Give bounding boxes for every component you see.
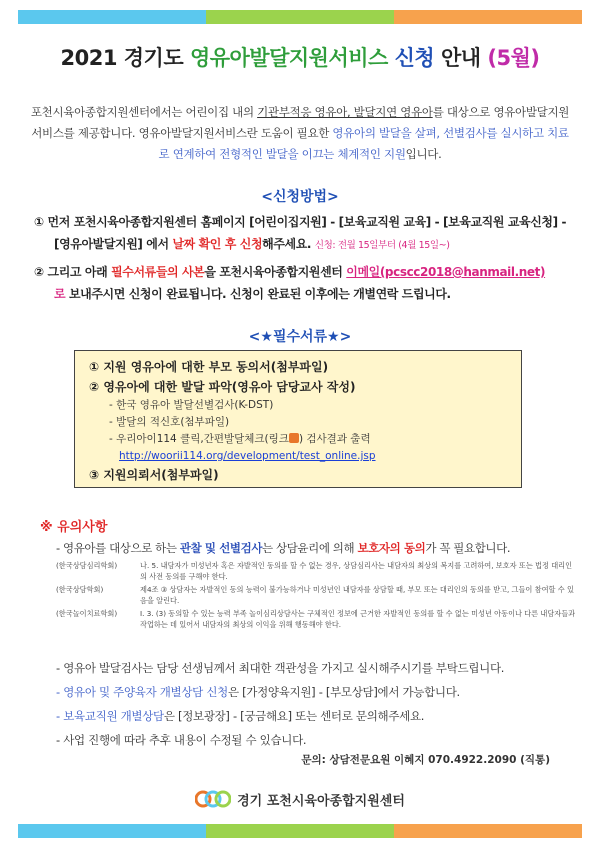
method-steps [34, 211, 570, 309]
title-apply: 신청 [387, 46, 435, 70]
bottom-color-bar [18, 824, 582, 838]
doc-subitem: - 발달의 적신호(첨부파일) [109, 416, 230, 428]
note-consent: - 영유아를 대상으로 하는 관찰 및 선별검사는 상담윤리에 의해 보호자의 동의가 꼭 필요합니다. [56, 541, 511, 555]
ethics-citation: (한국놀이치료학회) Ⅰ. 3. (3) 동의할 수 있는 능력 부족 놀이심리상담사는 구체적인 정보에 근거한 자발적인 동의를 할 수 없는 미성년 아동이나 다른 내담자들과 작업하는 데 있어서 내담자의 최상의 이익을 위해 행동해야 한다. [56, 609, 576, 629]
step-2: ② 그리고 아래 필수서류들의 사본을 포천시육아종합지원센터 이메일(pcscc2018@hanmail.net) 로 보내주시면 신청이 완료됩니다. 신청이 완료된 이후에는 개별연락 드립니다. [34, 265, 546, 301]
title-service: 영유아발달지원서비스 [189, 46, 388, 70]
doc-item: ① 지원 영유아에 대한 부모 동의서(첨부파일) [89, 360, 329, 374]
doc-subitem: - 한국 영유아 발달선별검사(K-DST) [109, 399, 274, 411]
caution-heading: ※ 유의사항 [40, 520, 108, 535]
caution-notes [56, 538, 576, 630]
additional-notes [56, 656, 576, 752]
docs-heading: <★필수서류★> [248, 329, 352, 345]
doc-subitem: - 우리아이114 클릭,간편발달체크(링크 ) 검사결과 출력 [109, 433, 371, 445]
required-docs-box [74, 350, 522, 488]
ethics-citation: (한국상담학회) 제4조 ③ 상담자는 자발적인 동의 능력이 불가능하거나 미성년인 내담자를 상담할 때, 부모 또는 대리인의 동의를 받고, 그들이 참여할 수 있음을 알린다. [56, 585, 574, 605]
center-logo-icon [195, 788, 231, 810]
note-changes: - 사업 진행에 따라 추후 내용이 수정될 수 있습니다. [56, 733, 307, 747]
title-year: 2021 경기도 [60, 46, 190, 70]
ethics-citation: (한국상담심리학회) 나. 5. 내담자가 미성년자 혹은 자발적인 동의를 할 수 없는 경우, 상담심리사는 내담자의 최상의 복지를 고려하여, 보호자 또는 법정 대리인의 사전 동의를 구해야 한다. [56, 561, 573, 581]
page-title [0, 42, 600, 72]
title-guide: 안내 [434, 46, 488, 70]
doc-item: ② 영유아에 대한 발달 파악(영유아 담당교사 작성) [89, 380, 356, 394]
development-check-link[interactable]: http://woorii114.org/development/test_online.jsp [119, 450, 376, 462]
method-heading: <신청방법> [261, 189, 339, 205]
step-1: ① 먼저 포천시육아종합지원센터 홈페이지 [어린이집지원] - [보육교직원 교육] - [보육교직원 교육신청] - [영유아발달지원] 에서 날짜 확인 후 신청해주세요. 신청: 전월 15일부터 (4월 15일~) [34, 215, 567, 251]
footer-org-name: 경기 포천시육아종합지원센터 [237, 793, 405, 809]
intro-paragraph: 포천시육아종합지원센터에서는 어린이집 내의 기관부적응 영유아, 발달지연 영유아를 대상으로 영유아발달지원서비스를 제공합니다. 영유아발달지원서비스란 도움이 필요한 영유아의 발달을 살펴, 선별검사를 실시하고 치료로 연계하여 전형적인 발달을 이끄는 체계적인 지원입니다. [30, 105, 570, 161]
doc-item: ③ 지원의뢰서(첨부파일) [89, 468, 219, 482]
title-month: (5월) [487, 46, 540, 70]
contact-info: 문의: 상담전문요원 이혜지 070.4922.2090 (직통) [301, 754, 550, 766]
note-objectivity: - 영유아 발달검사는 담당 선생님께서 최대한 객관성을 가지고 실시해주시기를 부탁드립니다. [56, 661, 505, 675]
note-parent-counsel: - 영유아 및 주양육자 개별상담 신청은 [가정양육지원] - [부모상담]에서 가능합니다. [56, 685, 460, 699]
footer [0, 788, 600, 810]
top-color-bar [18, 10, 582, 24]
note-staff-counsel: - 보육교직원 개별상담은 [정보광장] - [궁금해요] 또는 센터로 문의해주세요. [56, 709, 425, 723]
email-link[interactable]: 이메일(pcscc2018@hanmail.net) [346, 265, 546, 279]
download-icon [289, 433, 299, 443]
